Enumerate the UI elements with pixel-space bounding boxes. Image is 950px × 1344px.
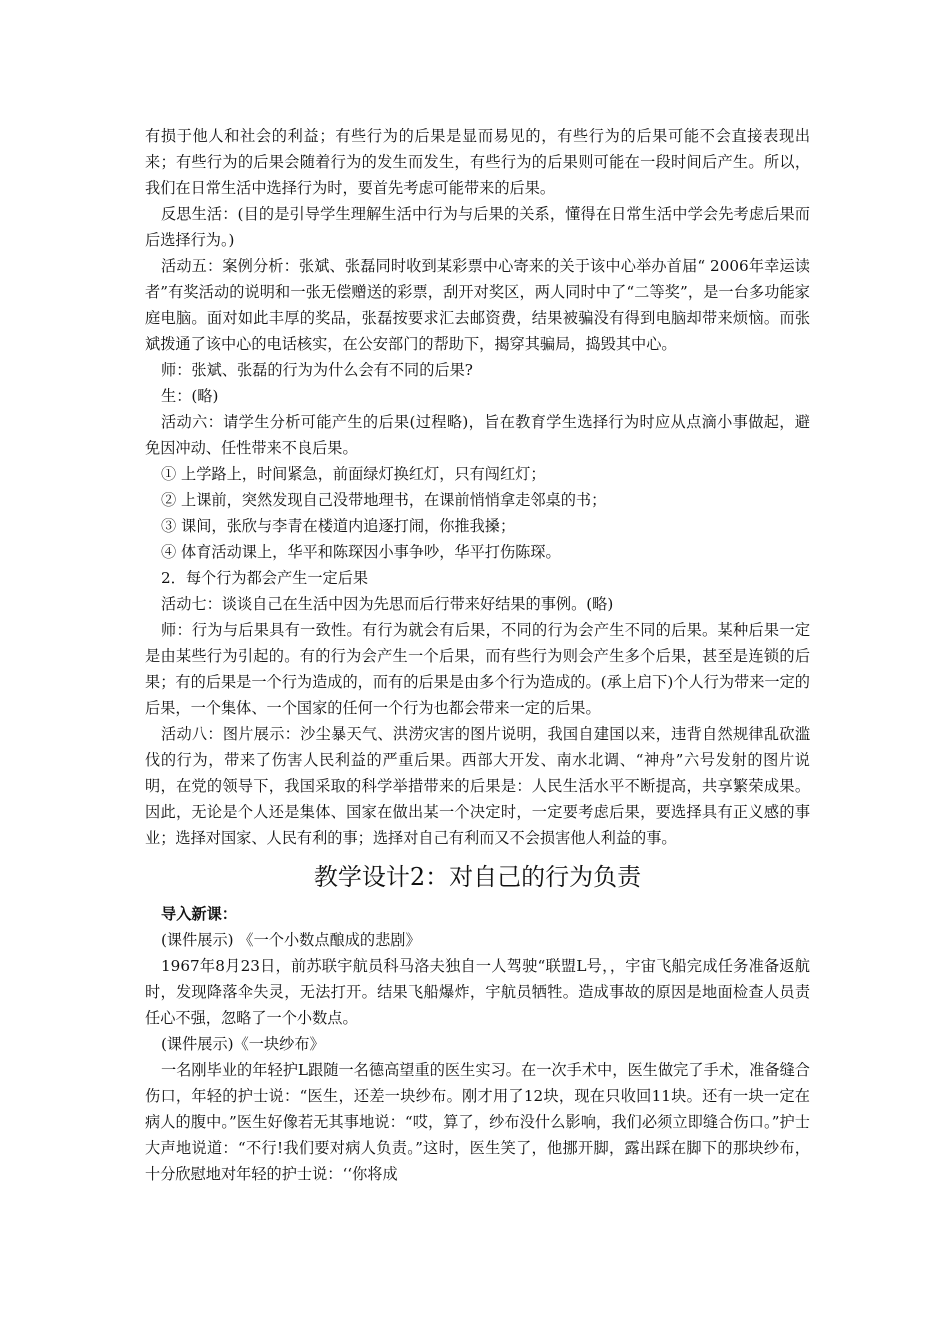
paragraph-continuation: 有损于他人和社会的利益；有些行为的后果是显而易见的，有些行为的后果可能不会直接表现出来；有些行为的后果会随着行为的发生而发生，有些行为的后果则可能在一段时间后产生。所以，我们在日常生活中选择行为时，要首先考虑可能带来的后果。: [145, 127, 810, 197]
paragraph-teacher-summary: 师：行为与后果具有一致性。有行为就会有后果，不同的行为会产生不同的后果。某种后果一定是由某些行为引起的。有的行为会产生一个后果，而有些行为则会产生多个后果，甚至是连锁的后果；有的后果是一个行为造成的，而有的后果是由多个行为造成的。(承上启下)个人行为带来一定的后果，一个集体、一个国家的任何一个行为也都会带来一定的后果。: [145, 621, 810, 717]
list-item-three: ③ 课间，张欣与李青在楼道内追逐打闹，你推我搡；: [161, 517, 516, 535]
paragraph-activity-seven: 活动七：谈谈自己在生活中因为先思而后行带来好结果的事例。(略): [161, 595, 614, 613]
paragraph-gauze-story: 一名刚毕业的年轻护L跟随一名德高望重的医生实习。在一次手术中，医生做完了手术，准备缝合伤口，年轻的护士说：“医生，还差一块纱布。刚才用了12块，现在只收回11块。还有一块一定在病人的腹中。”医生好像若无其事地说：“哎，算了，纱布没什么影响，我们必须立即缝合伤口。”护士大声地说道：“不行!我们要对病人负责。”这时，医生笑了，他挪开脚，露出踩在脚下的那块纱布，十分欣慰地对年轻的护士说：‘‘你将成: [145, 1061, 810, 1183]
document-page: [145, 123, 810, 1187]
paragraph-activity-five: 活动五：案例分析：张斌、张磊同时收到某彩票中心寄来的关于该中心举办首届“ 2006年幸运读者”有奖活动的说明和一张无偿赠送的彩票，刮开对奖区，两人同时中了“二等奖”，是一台多功能家庭电脑。面对如此丰厚的奖品，张磊按要求汇去邮资费，结果被骗没有得到电脑却带来烦恼。而张斌拨通了该中心的电话核实，在公安部门的帮助下，揭穿其骗局，捣毁其中心。: [145, 257, 810, 353]
subsection-heading: 2．每个行为都会产生一定后果: [161, 569, 369, 587]
intro-label: 导入新课：: [161, 905, 237, 923]
paragraph-reflection: 反思生活：(目的是引导学生理解生活中行为与后果的关系，懂得在日常生活中学会先考虑后果而后选择行为。): [145, 205, 810, 249]
paragraph-teacher-question: 师：张斌、张磊的行为为什么会有不同的后果?: [161, 361, 473, 379]
paragraph-activity-six: 活动六：请学生分析可能产生的后果(过程略)，旨在教育学生选择行为时应从点滴小事做起，避免因冲动、任性带来不良后果。: [145, 413, 810, 457]
list-item-one: ① 上学路上，时间紧急，前面绿灯换红灯，只有闯红灯；: [161, 465, 546, 483]
section-title: 教学设计2：对自己的行为负责: [313, 863, 642, 891]
paragraph-soyuz-story: 1967年8月23日，前苏联宇航员科马洛夫独自一人驾驶“联盟L号，，宇宙飞船完成任务准备返航时，发现降落伞失灵，无法打开。结果飞船爆炸，宇航员牺牲。造成事故的原因是地面检查人员责任心不强，忽略了一个小数点。: [145, 957, 810, 1027]
courseware-title-two: (课件展示)《一块纱布》: [161, 1035, 325, 1053]
list-item-four: ④ 体育活动课上，华平和陈琛因小事争吵，华平打伤陈琛。: [161, 543, 561, 561]
courseware-title-one: (课件展示) 《一个小数点酿成的悲剧》: [161, 931, 421, 949]
list-item-two: ② 上课前，突然发现自己没带地理书，在课前悄悄拿走邻桌的书；: [161, 491, 607, 509]
paragraph-activity-eight: 活动八：图片展示：沙尘暴天气、洪涝灾害的图片说明，我国自建国以来，违背自然规律乱砍滥伐的行为，带来了伤害人民利益的严重后果。西部大开发、南水北调、“神舟”六号发射的图片说明，在党的领导下，我国采取的科学举措带来的后果是：人民生活水平不断提高，共享繁荣成果。因此，无论是个人还是集体、国家在做出某一个决定时，一定要考虑后果，要选择具有正义感的事业；选择对国家、人民有利的事；选择对自己有利而又不会损害他人利益的事。: [145, 725, 810, 847]
paragraph-student-answer: 生：(略): [161, 387, 219, 405]
